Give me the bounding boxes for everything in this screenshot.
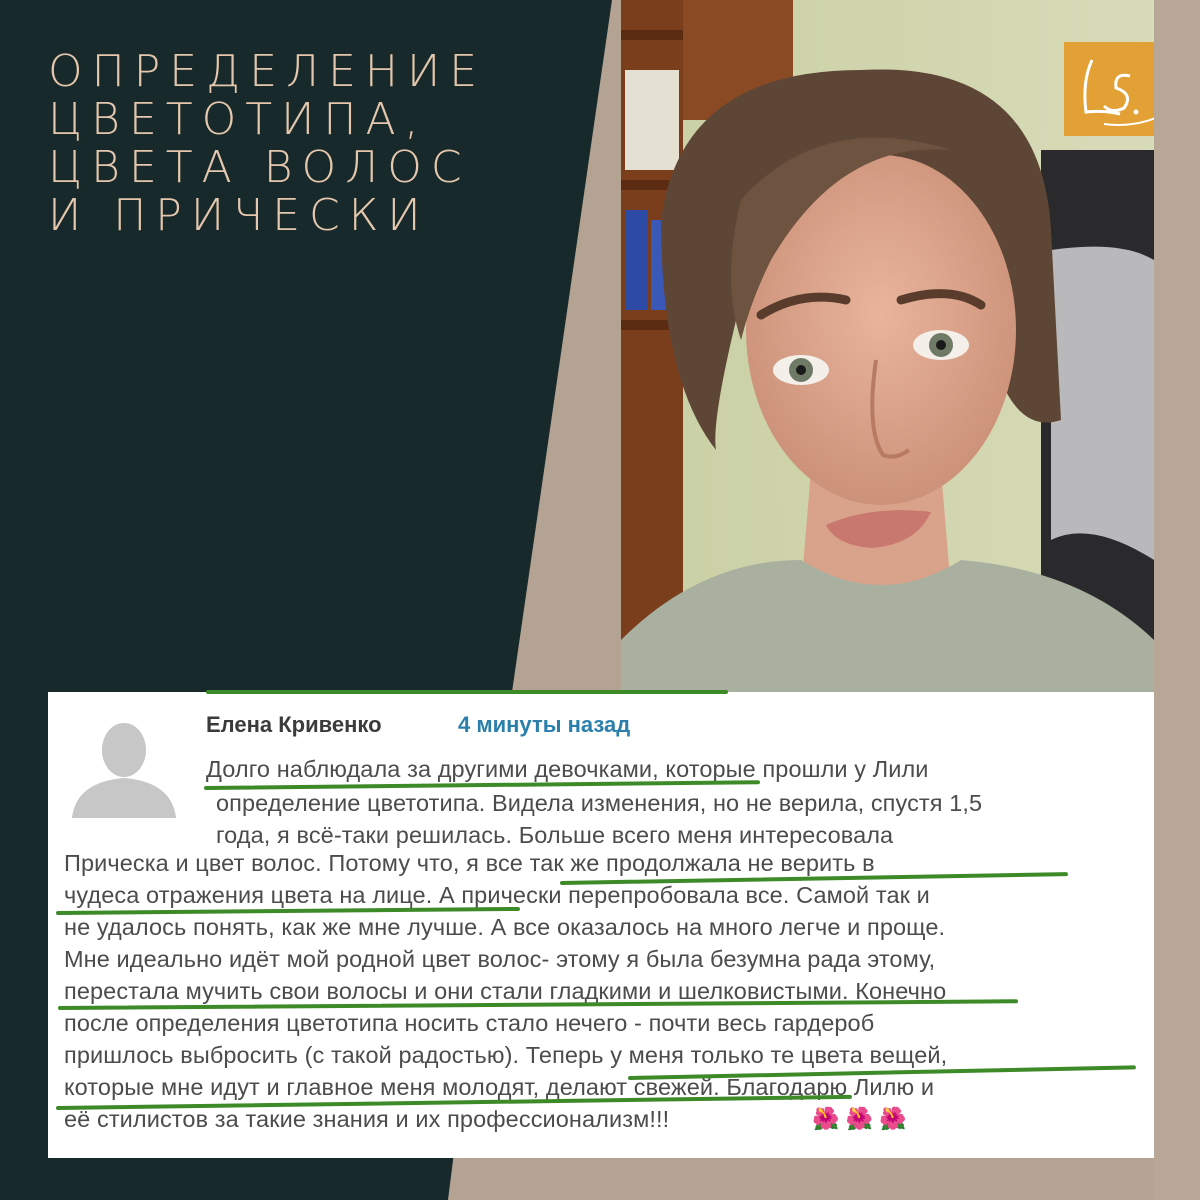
review-line: Мне идеально идёт мой родной цвет волос- этому я была безумна рада этому, bbox=[64, 946, 936, 972]
review-line: пришлось выбросить (с такой радостью). Теперь у меня только те цвета вещей, bbox=[64, 1042, 948, 1068]
user-silhouette-icon bbox=[66, 716, 182, 818]
review-line: после определения цветотипа носить стало нечего - почти весь гардероб bbox=[64, 1010, 875, 1036]
title-line-2: ЦВЕТОТИПА, bbox=[48, 94, 428, 145]
page-title bbox=[48, 48, 568, 240]
review-line: определение цветотипа. Видела изменения, но не верила, спустя 1,5 bbox=[216, 790, 983, 816]
review-line: года, я всё-таки решилась. Больше всего меня интересовала bbox=[216, 822, 894, 848]
review-card bbox=[48, 692, 1154, 1158]
review-line: перестала мучить свои волосы и они стали гладкими и шелковистыми. Конечно bbox=[64, 978, 947, 1004]
review-time[interactable]: 4 минуты назад bbox=[458, 712, 631, 737]
review-line: не удалось понять, как же мне лучше. А все оказалось на много легче и проще. bbox=[64, 914, 946, 940]
review-author[interactable]: Елена Кривенко bbox=[206, 712, 382, 737]
flower-emoji: 🌺 🌺 🌺 bbox=[812, 1106, 907, 1131]
title-line-3: ЦВЕТА ВОЛОС bbox=[48, 142, 471, 193]
review-line: Прическа и цвет волос. Потому что, я все так же продолжала не верить в bbox=[64, 850, 875, 876]
title-line-4: И ПРИЧЕСКИ bbox=[48, 190, 430, 241]
review-line: которые мне идут и главное меня молодят, делают свежей. Благодарю Лилю и bbox=[64, 1074, 935, 1100]
title-line-1: ОПРЕДЕЛЕНИЕ bbox=[48, 46, 487, 97]
review-line: её стилистов за такие знания и их профессионализм!!! bbox=[64, 1106, 670, 1132]
review-line: чудеса отражения цвета на лице. А прически перепробовала все. Самой так и bbox=[64, 882, 930, 908]
highlight-underline bbox=[206, 690, 728, 694]
review-line: Долго наблюдала за другими девочками, которые прошли у Лили bbox=[206, 756, 929, 782]
brand-logo bbox=[1064, 42, 1154, 136]
